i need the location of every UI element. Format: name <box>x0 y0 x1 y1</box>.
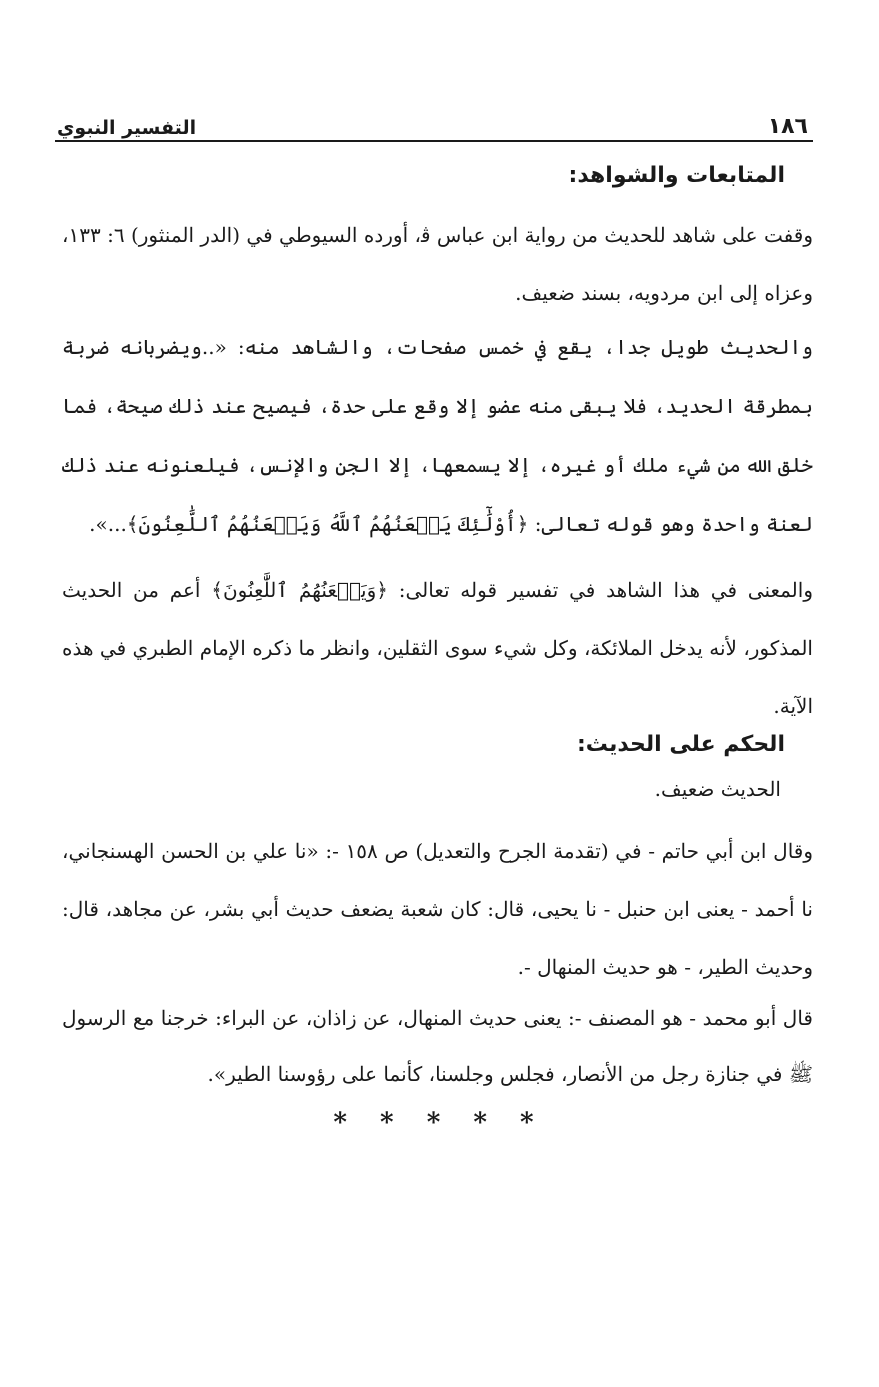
ruling-text: الحديث ضعيف. <box>654 777 781 801</box>
section-heading-ruling: الحكم على الحديث: <box>576 732 785 757</box>
section-heading-corroborations: المتابعات والشواهد: <box>568 163 785 188</box>
section-separator: * * * * * <box>333 1108 546 1138</box>
paragraph-hadith-excerpt: والحديث طويل جدا، يقع في خمس صفحات، والشاهد منه: «..ويضربانه ضربة بمطرقة الحديد، فلا يبقى منه عضو إلا وقع على حدة، فيصيح عند ذلك صيحة، فما خلق الله من شيء ملك أو غيره، إلا يسمعها، إلا الجن والإنس، فيلعنونه عند ذلك لعنة واحدة وهو قوله تعالى: ﴿أُوْلَٰٓئِكَ يَلۡعَنُهُمُ ٱللَّهُ وَيَلۡعَنُهُمُ ٱللَّٰعِنُونَ﴾...». <box>62 335 813 536</box>
paragraph-abu-muhammad: قال أبو محمد - هو المصنف -: يعنى حديث المنهال، عن زاذان، عن البراء: خرجنا مع الرسول ﷺ في جنازة رجل من الأنصار، فجلس وجلسنا، كأنما على رؤوسنا الطير». <box>62 1006 813 1086</box>
paragraph-witness: وقفت على شاهد للحديث من رواية ابن عباس ﭬ، أورده السيوطي في (الدر المنثور) ٦: ١٣٣، وعزاه إلى ابن مردويه، بسند ضعيف. <box>62 223 813 305</box>
header-rule <box>55 140 813 142</box>
running-title: التفسير النبوي <box>57 117 197 139</box>
paragraph-ibn-abi-hatim: وقال ابن أبي حاتم - في (تقدمة الجرح والتعديل) ص ١٥٨ -: «نا علي بن الحسن الهسنجاني، نا أحمد - يعنى ابن حنبل - نا يحيى، قال: كان شعبة يضعف حديث أبي بشر، عن مجاهد، قال: وحديث الطير، - هو حديث المنهال -. <box>62 839 814 979</box>
paragraph-meaning: والمعنى في هذا الشاهد في تفسير قوله تعالى: ﴿وَيَلۡعَنُهُمُ ٱللَّٰعِنُونَ﴾ أعم من الحديث المذكور، لأنه يدخل الملائكة، وكل شيء سوى الثقلين، وانظر ما ذكره الإمام الطبري في هذه الآية. <box>62 578 813 718</box>
page-number: ١٨٦ <box>767 114 808 139</box>
